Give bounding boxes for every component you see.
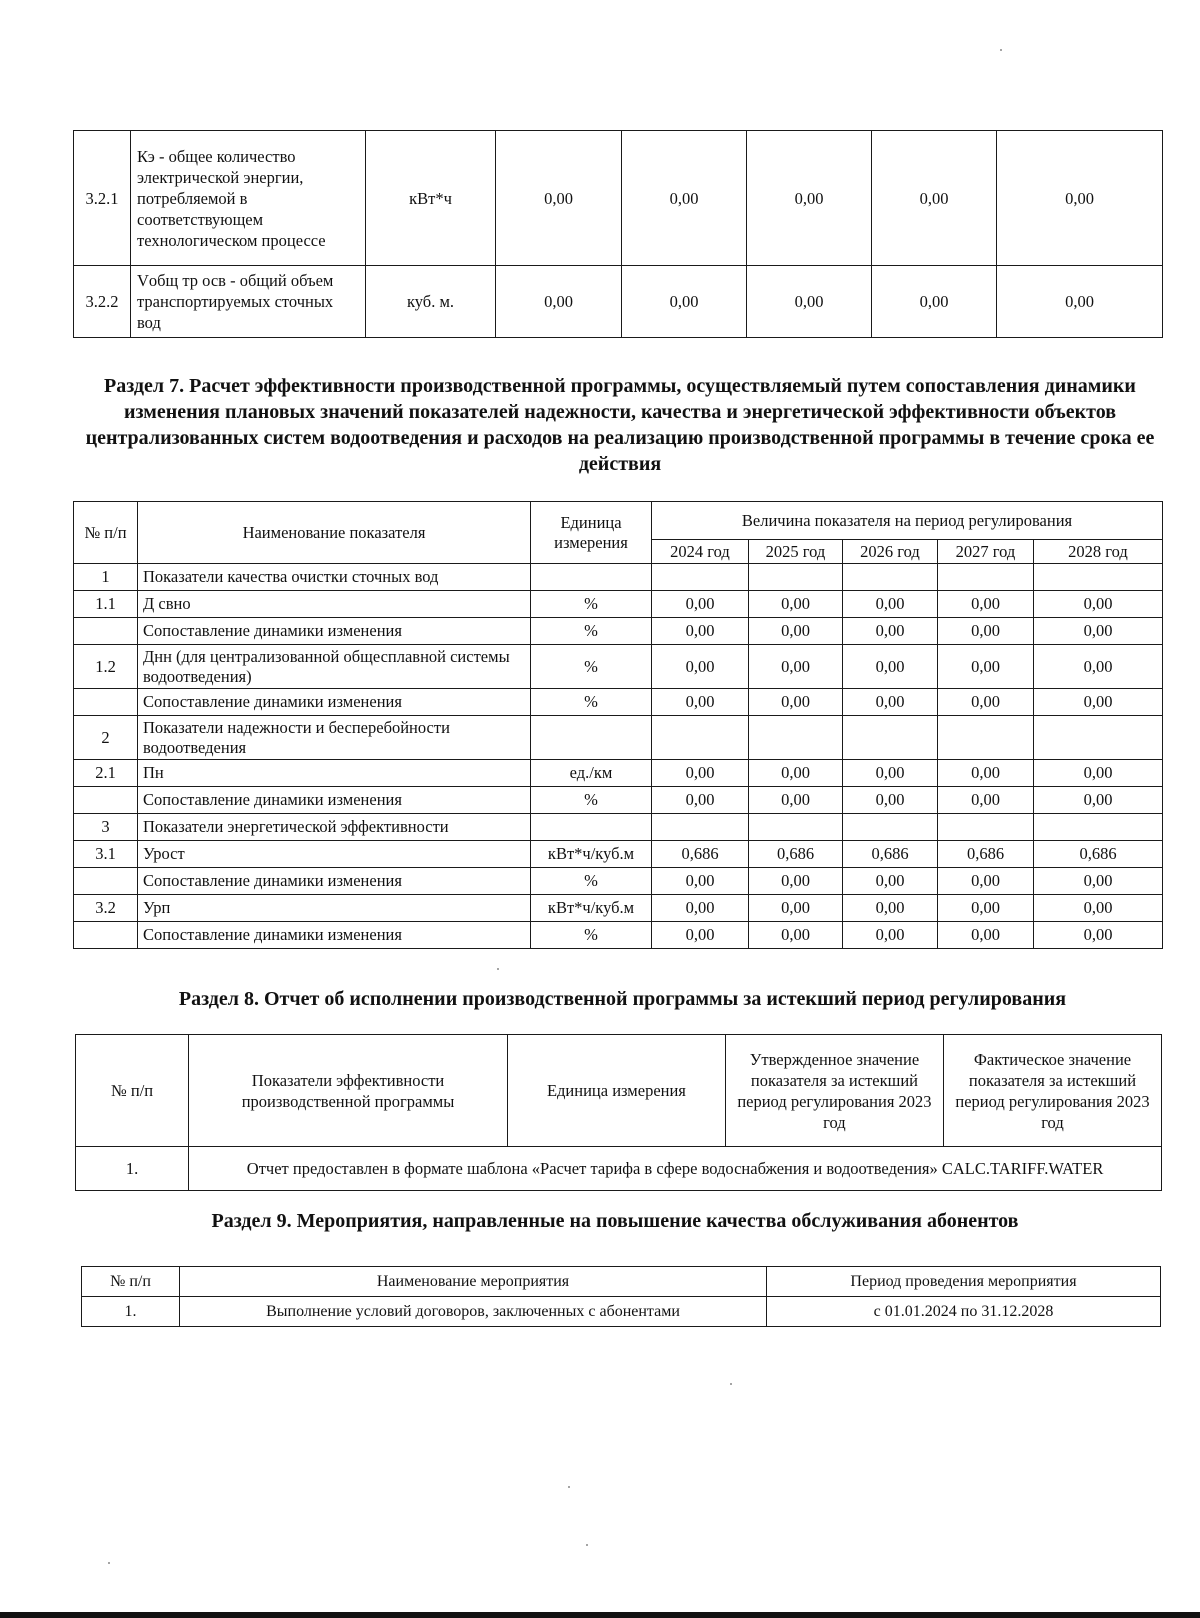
header-measure-name: Наименование мероприятия xyxy=(180,1267,767,1297)
measure-name: Выполнение условий договоров, заключенных с абонентами xyxy=(180,1297,767,1327)
row-num: 1. xyxy=(76,1147,189,1191)
unit-cell: кВт*ч/куб.м xyxy=(531,841,652,868)
value-cell: 0,00 xyxy=(843,760,938,787)
value-cell: 0,00 xyxy=(1034,868,1163,895)
row-num xyxy=(74,618,138,645)
value-cell xyxy=(652,814,749,841)
value-cell: 0,00 xyxy=(652,591,749,618)
value-cell: 0,00 xyxy=(843,645,938,689)
unit-cell: % xyxy=(531,689,652,716)
value-cell: 0,00 xyxy=(496,266,622,338)
scan-speck xyxy=(108,1562,110,1564)
indicator-name: Vобщ тр осв - общий объем транспортируемых сточных вод xyxy=(131,266,366,338)
value-cell: 0,00 xyxy=(843,618,938,645)
table-row xyxy=(74,922,1163,949)
value-cell: 0,00 xyxy=(496,131,622,266)
value-cell: 0,00 xyxy=(652,645,749,689)
table-row xyxy=(74,266,1163,338)
header-year: 2024 год xyxy=(652,540,749,564)
table-row xyxy=(74,645,1163,689)
value-cell: 0,00 xyxy=(749,895,843,922)
value-cell: 0,00 xyxy=(1034,645,1163,689)
value-cell: 0,00 xyxy=(652,689,749,716)
value-cell: 0,00 xyxy=(1034,787,1163,814)
unit-cell: % xyxy=(531,618,652,645)
value-cell: 0,00 xyxy=(1034,591,1163,618)
row-num: 1.2 xyxy=(74,645,138,689)
row-num: 2 xyxy=(74,716,138,760)
section8-title: Раздел 8. Отчет об исполнении производственной программы за истекший период регулирования xyxy=(178,988,1067,1010)
value-cell: 0,00 xyxy=(652,922,749,949)
value-cell xyxy=(938,814,1034,841)
indicator-name: Сопоставление динамики изменения xyxy=(138,787,531,814)
section9-title: Раздел 9. Мероприятия, направленные на повышение качества обслуживания абонентов xyxy=(211,1210,1019,1232)
value-cell: 0,00 xyxy=(747,131,872,266)
indicator-name: Днн (для централизованной общесплавной системы водоотведения) xyxy=(138,645,531,689)
row-num: 1.1 xyxy=(74,591,138,618)
indicator-name: Кэ - общее количество электрической энергии, потребляемой в соответствующем технологическом процессе xyxy=(131,131,366,266)
header-year: 2027 год xyxy=(938,540,1034,564)
header-indicators: Показатели эффективности производственной программы xyxy=(189,1035,508,1147)
value-cell: 0,686 xyxy=(749,841,843,868)
value-cell: 0,00 xyxy=(652,787,749,814)
table-row xyxy=(74,868,1163,895)
section8-table xyxy=(75,1034,1162,1191)
report-note: Отчет предоставлен в формате шаблона «Расчет тарифа в сфере водоснабжения и водоотведения» CALC.TARIFF.WATER xyxy=(189,1147,1162,1191)
measure-period: с 01.01.2024 по 31.12.2028 xyxy=(767,1297,1161,1327)
row-num: 3.1 xyxy=(74,841,138,868)
row-num: 3.2 xyxy=(74,895,138,922)
value-cell xyxy=(1034,716,1163,760)
unit-cell xyxy=(531,716,652,760)
header-year: 2025 год xyxy=(749,540,843,564)
value-cell xyxy=(749,564,843,591)
value-cell: 0,00 xyxy=(749,618,843,645)
table-row xyxy=(74,716,1163,760)
value-cell: 0,00 xyxy=(938,645,1034,689)
value-cell: 0,00 xyxy=(1034,760,1163,787)
value-cell: 0,00 xyxy=(652,895,749,922)
value-cell: 0,00 xyxy=(749,645,843,689)
table-row xyxy=(74,787,1163,814)
indicator-name: Пн xyxy=(138,760,531,787)
value-cell xyxy=(843,564,938,591)
unit-cell xyxy=(531,564,652,591)
value-cell: 0,686 xyxy=(1034,841,1163,868)
table-row xyxy=(74,689,1163,716)
value-cell: 0,00 xyxy=(997,131,1163,266)
value-cell xyxy=(1034,814,1163,841)
value-cell: 0,00 xyxy=(1034,689,1163,716)
value-cell: 0,686 xyxy=(652,841,749,868)
scan-speck xyxy=(586,1544,588,1546)
value-cell: 0,00 xyxy=(843,591,938,618)
scan-speck xyxy=(568,1486,570,1488)
section7-table xyxy=(73,501,1163,949)
row-num: 3.2.1 xyxy=(74,131,131,266)
indicator-name: Сопоставление динамики изменения xyxy=(138,868,531,895)
unit-cell: % xyxy=(531,922,652,949)
section7-title: Раздел 7. Расчет эффективности производственной программы, осуществляемый путем сопоставления динамики изменения плановых значений показателей надежности, качества и энергетической эффективности объектов централизованных систем водоотведения и расходов на реализацию производственной программы в течение срока ее действия xyxy=(85,375,1155,475)
indicator-name: Показатели надежности и бесперебойности водоотведения xyxy=(138,716,531,760)
scan-bottom-edge xyxy=(0,1612,1200,1618)
table-row xyxy=(74,591,1163,618)
value-cell xyxy=(843,814,938,841)
value-cell: 0,00 xyxy=(938,922,1034,949)
value-cell: 0,00 xyxy=(749,760,843,787)
table-row xyxy=(74,895,1163,922)
value-cell: 0,686 xyxy=(843,841,938,868)
header-approved: Утвержденное значение показателя за истекший период регулирования 2023 год xyxy=(725,1035,943,1147)
value-cell: 0,00 xyxy=(1034,618,1163,645)
section9-table xyxy=(81,1266,1161,1327)
table-row xyxy=(74,760,1163,787)
value-cell: 0,00 xyxy=(872,266,997,338)
value-cell: 0,686 xyxy=(938,841,1034,868)
header-measure-period: Период проведения мероприятия xyxy=(767,1267,1161,1297)
value-cell xyxy=(938,564,1034,591)
header-num: № п/п xyxy=(76,1035,189,1147)
row-num: 2.1 xyxy=(74,760,138,787)
value-cell: 0,00 xyxy=(749,787,843,814)
value-cell: 0,00 xyxy=(872,131,997,266)
value-cell: 0,00 xyxy=(749,689,843,716)
header-year: 2028 год xyxy=(1034,540,1163,564)
row-num xyxy=(74,689,138,716)
value-cell: 0,00 xyxy=(843,787,938,814)
value-cell: 0,00 xyxy=(749,591,843,618)
table-row xyxy=(74,841,1163,868)
value-cell xyxy=(652,716,749,760)
scan-speck xyxy=(730,1383,732,1385)
unit-cell: куб. м. xyxy=(366,266,496,338)
top-continuation-table xyxy=(73,130,1163,338)
header-unit: Единица измерения xyxy=(531,502,652,564)
scan-speck xyxy=(497,968,499,970)
indicator-name: Показатели качества очистки сточных вод xyxy=(138,564,531,591)
row-num: 3 xyxy=(74,814,138,841)
table-row xyxy=(74,131,1163,266)
value-cell: 0,00 xyxy=(938,618,1034,645)
header-indicator-name: Наименование показателя xyxy=(138,502,531,564)
unit-cell: % xyxy=(531,591,652,618)
value-cell: 0,00 xyxy=(843,868,938,895)
unit-cell: % xyxy=(531,787,652,814)
indicator-name: Сопоставление динамики изменения xyxy=(138,618,531,645)
value-cell: 0,00 xyxy=(747,266,872,338)
row-num: 1 xyxy=(74,564,138,591)
header-actual: Фактическое значение показателя за истекший период регулирования 2023 год xyxy=(943,1035,1161,1147)
value-cell: 0,00 xyxy=(938,760,1034,787)
row-num: 3.2.2 xyxy=(74,266,131,338)
row-num xyxy=(74,922,138,949)
unit-cell: кВт*ч/куб.м xyxy=(531,895,652,922)
value-cell: 0,00 xyxy=(938,689,1034,716)
row-num xyxy=(74,787,138,814)
value-cell xyxy=(1034,564,1163,591)
value-cell: 0,00 xyxy=(938,895,1034,922)
value-cell: 0,00 xyxy=(997,266,1163,338)
value-cell: 0,00 xyxy=(652,760,749,787)
value-cell: 0,00 xyxy=(622,266,747,338)
value-cell: 0,00 xyxy=(843,922,938,949)
indicator-name: Урп xyxy=(138,895,531,922)
header-period: Величина показателя на период регулирования xyxy=(652,502,1163,540)
value-cell: 0,00 xyxy=(843,689,938,716)
value-cell: 0,00 xyxy=(749,922,843,949)
value-cell xyxy=(652,564,749,591)
table-row xyxy=(74,814,1163,841)
value-cell: 0,00 xyxy=(938,591,1034,618)
table-row xyxy=(74,564,1163,591)
value-cell: 0,00 xyxy=(652,618,749,645)
indicator-name: Сопоставление динамики изменения xyxy=(138,689,531,716)
value-cell: 0,00 xyxy=(749,868,843,895)
indicator-name: Д свно xyxy=(138,591,531,618)
header-num: № п/п xyxy=(82,1267,180,1297)
value-cell: 0,00 xyxy=(938,868,1034,895)
indicator-name: Показатели энергетической эффективности xyxy=(138,814,531,841)
value-cell: 0,00 xyxy=(622,131,747,266)
value-cell: 0,00 xyxy=(652,868,749,895)
row-num xyxy=(74,868,138,895)
unit-cell: ед./км xyxy=(531,760,652,787)
value-cell xyxy=(938,716,1034,760)
header-unit: Единица измерения xyxy=(507,1035,725,1147)
unit-cell: % xyxy=(531,645,652,689)
value-cell: 0,00 xyxy=(1034,895,1163,922)
value-cell: 0,00 xyxy=(1034,922,1163,949)
indicator-name: Урост xyxy=(138,841,531,868)
header-year: 2026 год xyxy=(843,540,938,564)
value-cell: 0,00 xyxy=(843,895,938,922)
indicator-name: Сопоставление динамики изменения xyxy=(138,922,531,949)
row-num: 1. xyxy=(82,1297,180,1327)
scan-speck xyxy=(1000,49,1002,51)
value-cell xyxy=(749,716,843,760)
table-row xyxy=(74,618,1163,645)
header-num: № п/п xyxy=(74,502,138,564)
unit-cell: % xyxy=(531,868,652,895)
value-cell xyxy=(843,716,938,760)
unit-cell: кВт*ч xyxy=(366,131,496,266)
value-cell: 0,00 xyxy=(938,787,1034,814)
unit-cell xyxy=(531,814,652,841)
value-cell xyxy=(749,814,843,841)
